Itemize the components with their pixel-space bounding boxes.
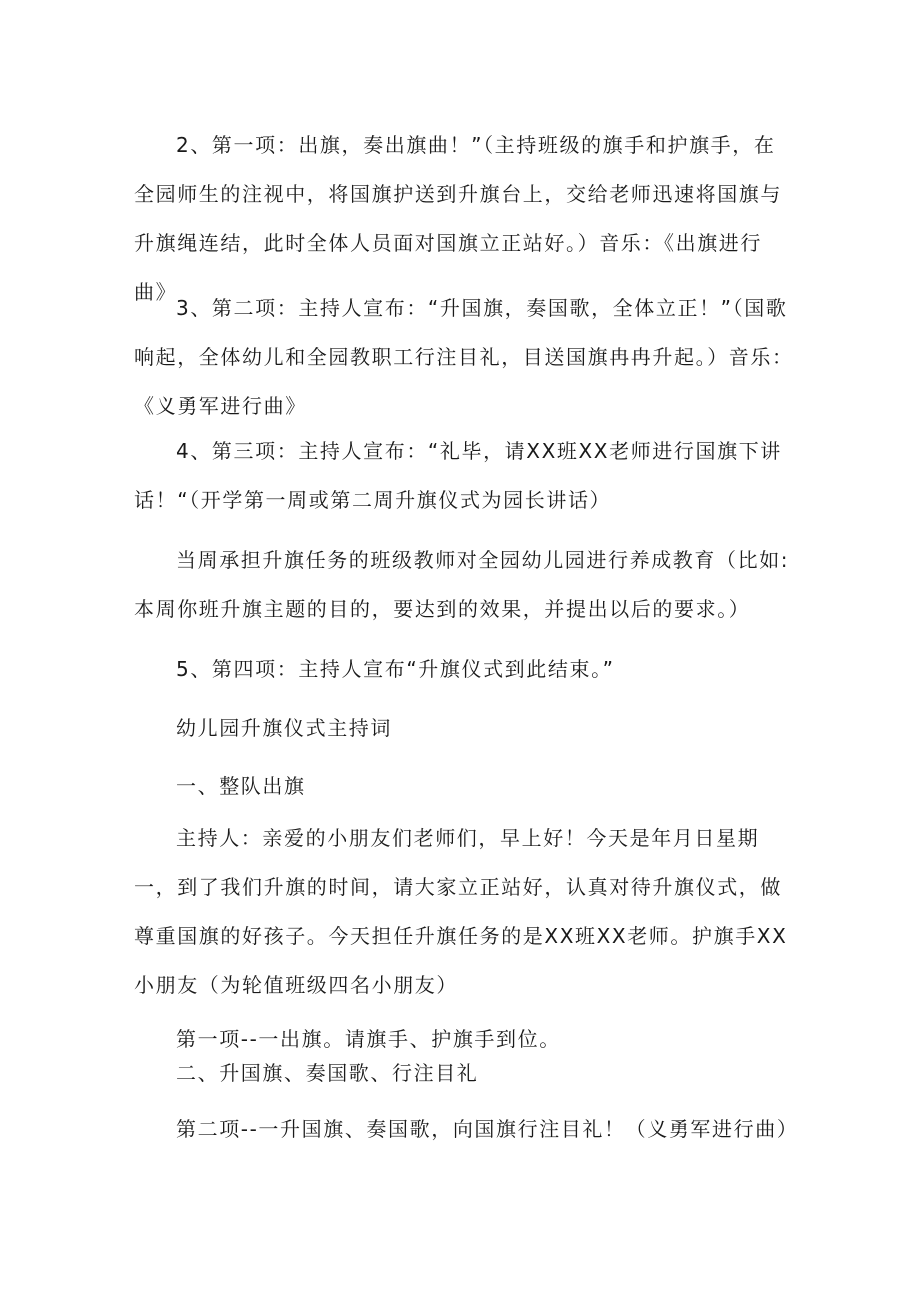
paragraph-teacher-education: 当周承担升旗任务的班级教师对全园幼儿园进行养成教育（比如:本周你班升旗主题的目的，要达到的效果，并提出以后的要求。） — [134, 548, 790, 621]
line-item-2: 第二项--一升国旗、奏国歌，向国旗行注目礼！（义勇军进行曲） — [176, 1117, 799, 1141]
line-item-1: 第一项--一出旗。请旗手、护旗手到位。 — [176, 1027, 561, 1051]
paragraph-step-5: 5、第四项：主持人宣布“升旗仪式到此结束。” — [176, 657, 615, 681]
heading-assemble-flag: 一、整队出旗 — [176, 774, 306, 798]
paragraph-step-3: 3、第二项：主持人宣布：“升国旗，奏国歌，全体立正！”（国歌响起，全体幼儿和全园教职工行注目礼，目送国旗冉冉升起。）音乐：《义勇军进行曲》 — [134, 296, 794, 418]
paragraph-host-greeting: 主持人：亲爱的小朋友们老师们，早上好！今天是年月日星期一，到了我们升旗的时间，请大家立正站好，认真对待升旗仪式，做尊重国旗的好孩子。今天担任升旗任务的是XX班XX老师。护旗手XX小朋友（为轮值班级四名小朋友） — [134, 826, 788, 997]
section-title: 幼儿园升旗仪式主持词 — [176, 716, 392, 740]
paragraph-step-4: 4、第三项：主持人宣布：“礼毕，请XX班XX老师进行国旗下讲话！“（开学第一周或第二周升旗仪式为园长讲话） — [134, 439, 782, 512]
paragraph-step-2: 2、第一项：出旗，奏出旗曲！”（主持班级的旗手和护旗手，在全园师生的注视中，将国旗护送到升旗台上，交给老师迅速将国旗与升旗绳连结，此时全体人员面对国旗立正站好。）音乐：《出旗进行曲》 — [134, 133, 782, 304]
heading-raise-flag: 二、升国旗、奏国歌、行注目礼 — [176, 1061, 479, 1085]
